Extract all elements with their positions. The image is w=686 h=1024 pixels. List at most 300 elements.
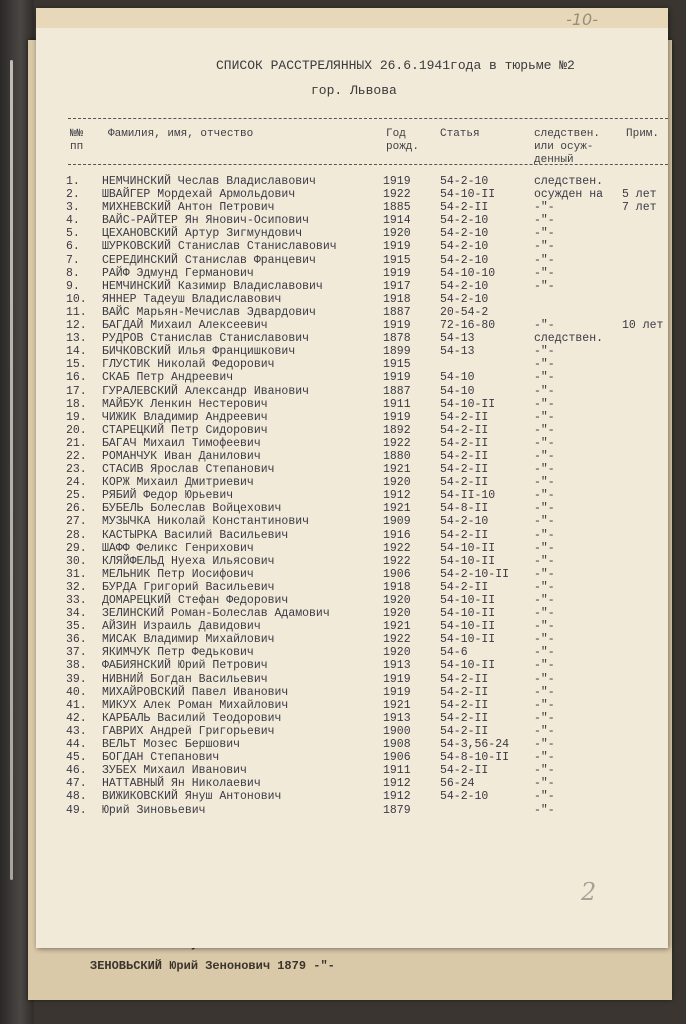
row-article: 54-10-II [440, 188, 496, 202]
row-article: 54-10-II [440, 607, 496, 621]
row-name: ЗЕЛИНСКИЙ Роман-Болеслав Адамович [102, 607, 330, 621]
row-status: -"- [534, 646, 555, 660]
row-status: -"- [534, 607, 555, 621]
row-name: БУРДА Григорий Васильевич [102, 580, 275, 594]
list-row [36, 175, 668, 188]
row-name: МАЙБУК Ленкин Нестерович [102, 397, 268, 411]
row-birth-year: 1921 [383, 620, 411, 634]
row-birth-year: 1911 [383, 764, 411, 778]
row-number: 19. [66, 410, 87, 424]
row-number: 26. [66, 502, 87, 516]
row-number: 32. [66, 580, 87, 594]
row-status: -"- [534, 384, 555, 398]
row-number: 17. [66, 384, 87, 398]
row-article: 54-2-II [440, 724, 489, 738]
list-row [36, 725, 668, 738]
row-number: 1. [66, 175, 80, 188]
row-status: -"- [534, 502, 555, 516]
document-title: СПИСОК РАССТРЕЛЯННЫХ 26.6.1941года в тюрьме №2 [216, 58, 575, 73]
row-birth-year: 1912 [383, 777, 411, 791]
row-status: -"- [534, 436, 555, 450]
row-number: 40. [66, 685, 87, 699]
row-status: -"- [534, 594, 555, 607]
row-birth-year: 1920 [383, 594, 411, 607]
row-number: 42. [66, 711, 87, 725]
row-name: КЛЯЙФЕЛЬД Нуеха Ильясович [102, 554, 275, 568]
list-row [36, 489, 668, 502]
row-birth-year: 1920 [383, 227, 411, 241]
list-row [36, 319, 668, 332]
row-number: 39. [66, 672, 87, 686]
row-number: 31. [66, 567, 87, 581]
list-row [36, 332, 668, 345]
list-row [36, 358, 668, 371]
row-birth-year: 1920 [383, 646, 411, 660]
row-status: -"- [534, 685, 555, 699]
list-row [36, 659, 668, 672]
row-article: 54-2-II [440, 672, 489, 686]
list-row [36, 293, 668, 306]
row-birth-year: 1922 [383, 436, 411, 450]
row-name: МЕЛЬНИК Петр Иосифович [102, 567, 254, 581]
row-status: -"- [534, 266, 555, 280]
row-status: -"- [534, 476, 555, 490]
row-name: ФАБИЯНСКИЙ Юрий Петрович [102, 659, 268, 673]
row-name: НАТТАВНЫЙ Ян Николаевич [102, 777, 261, 791]
list-row [36, 385, 668, 398]
header-note: Прим. [626, 128, 660, 140]
row-number: 25. [66, 489, 87, 503]
row-status: -"- [534, 345, 555, 359]
row-number: 21. [66, 436, 87, 450]
row-birth-year: 1908 [383, 738, 411, 752]
row-number: 10. [66, 292, 87, 306]
row-article: 54-10-II [440, 554, 496, 568]
header-num: №№ пп [70, 128, 84, 153]
row-birth-year: 1906 [383, 567, 411, 581]
header-bottom-rule [68, 164, 668, 165]
row-number: 23. [66, 463, 87, 477]
row-name: АЙЗИН Израиль Давидович [102, 620, 261, 634]
row-status: -"- [534, 253, 555, 267]
row-birth-year: 1900 [383, 724, 411, 738]
row-article: 54-2-10 [440, 292, 489, 306]
list-row [36, 712, 668, 725]
row-status: -"- [534, 240, 555, 254]
row-name: МИСАК Владимир Михайлович [102, 633, 275, 647]
row-number: 24. [66, 476, 87, 490]
row-birth-year: 1885 [383, 201, 411, 215]
list-row [36, 502, 668, 515]
row-birth-year: 1919 [383, 371, 411, 385]
row-status: -"- [534, 423, 555, 437]
list-row [36, 254, 668, 267]
row-number: 12. [66, 319, 87, 333]
row-status: -"- [534, 214, 555, 228]
row-number: 30. [66, 554, 87, 568]
list-row [36, 450, 668, 463]
row-name: ЧИЖИК Владимир Андреевич [102, 410, 268, 424]
row-name: ВАЙС-РАЙТЕР Ян Янович-Осипович [102, 214, 310, 228]
row-name: МУЗЫЧКА Николай Константинович [102, 515, 310, 529]
page-number: -10- [566, 10, 598, 29]
row-number: 44. [66, 738, 87, 752]
row-name: ВЕЛЬТ Мозес Бершович [102, 738, 241, 752]
row-status: следствен. [534, 175, 604, 188]
list-row [36, 280, 668, 293]
row-status: -"- [534, 410, 555, 424]
list-row [36, 764, 668, 777]
row-birth-year: 1911 [383, 397, 411, 411]
row-birth-year: 1916 [383, 528, 411, 542]
row-name: БОГДАН Степанович [102, 751, 220, 765]
row-article: 54-10-10 [440, 266, 496, 280]
row-birth-year: 1922 [383, 633, 411, 647]
row-name: РЯБИЙ Федор Юрьевич [102, 489, 234, 503]
list-row [36, 188, 668, 201]
row-number: 2. [66, 188, 80, 202]
row-article: 54-2-10 [440, 253, 489, 267]
row-status: -"- [534, 515, 555, 529]
row-birth-year: 1917 [383, 279, 411, 293]
list-row [36, 529, 668, 542]
document-subtitle: гор. Львова [311, 83, 397, 98]
row-status: -"- [534, 371, 555, 385]
row-birth-year: 1919 [383, 685, 411, 699]
list-row [36, 306, 668, 319]
row-name: ГАВРИХ Андрей Григорьевич [102, 724, 275, 738]
row-birth-year: 1913 [383, 711, 411, 725]
row-article: 54-3,56-24 [440, 738, 510, 752]
row-birth-year: 1879 [383, 803, 411, 817]
row-name: ШВАЙГЕР Мордехай Армольдович [102, 188, 296, 202]
row-number: 8. [66, 266, 80, 280]
row-name: СТАСИВ Ярослав Степанович [102, 463, 275, 477]
list-row [36, 201, 668, 214]
row-name: МИХАЙРОВСКИЙ Павел Иванович [102, 685, 289, 699]
list-row [36, 646, 668, 659]
row-name: ШУРКОВСКИЙ Станислав Станиславович [102, 240, 337, 254]
list-row [36, 568, 668, 581]
row-name: ЯННЕР Тадеуш Владиславович [102, 292, 282, 306]
row-number: 16. [66, 371, 87, 385]
row-number: 7. [66, 253, 80, 267]
row-birth-year: 1919 [383, 319, 411, 333]
row-name: РАЙФ Эдмунд Германович [102, 266, 254, 280]
row-birth-year: 1913 [383, 659, 411, 673]
row-name: КАРБАЛЬ Василий Теодорович [102, 711, 282, 725]
row-status: -"- [534, 580, 555, 594]
row-number: 33. [66, 594, 87, 607]
row-number: 15. [66, 358, 87, 372]
list-row [36, 515, 668, 528]
prisoner-list [36, 175, 668, 817]
row-birth-year: 1919 [383, 672, 411, 686]
binding-string [10, 60, 13, 880]
row-article: 54-2-10 [440, 279, 489, 293]
row-name: НЕМЧИНСКИЙ Казимир Владиславович [102, 279, 323, 293]
row-name: БИЧКОВСКИЙ Илья Францишкович [102, 345, 296, 359]
row-name: МИКУХ Алек Роман Михайлович [102, 698, 289, 712]
list-row [36, 555, 668, 568]
row-status: -"- [534, 541, 555, 555]
row-birth-year: 1880 [383, 449, 411, 463]
list-row [36, 463, 668, 476]
row-name: РУДРОВ Станислав Станиславович [102, 332, 310, 346]
row-number: 34. [66, 607, 87, 621]
row-number: 46. [66, 764, 87, 778]
header-name: Фамилия, имя, отчество [108, 128, 254, 140]
list-row [36, 777, 668, 790]
row-number: 4. [66, 214, 80, 228]
row-birth-year: 1918 [383, 292, 411, 306]
row-status: -"- [534, 711, 555, 725]
row-status: -"- [534, 672, 555, 686]
row-article: 54-10 [440, 371, 475, 385]
row-number: 36. [66, 633, 87, 647]
row-name: ШАФФ Феликс Генрихович [102, 541, 254, 555]
row-status: -"- [534, 397, 555, 411]
list-row [36, 594, 668, 607]
row-name: БУБЕЛЬ Болеслав Войцехович [102, 502, 282, 516]
row-number: 35. [66, 620, 87, 634]
row-name: БАГДАЙ Михаил Алексеевич [102, 319, 268, 333]
list-row [36, 620, 668, 633]
row-article: 56-24 [440, 777, 475, 791]
row-name: ЯКИМЧУК Петр Федькович [102, 646, 254, 660]
row-birth-year: 1906 [383, 751, 411, 765]
row-article: 54-10-II [440, 594, 496, 607]
row-name: ДОМАРЕЦКИЙ Стефан Федорович [102, 594, 289, 607]
row-birth-year: 1922 [383, 541, 411, 555]
row-article: 54-10-II [440, 541, 496, 555]
row-article: 54-6 [440, 646, 468, 660]
row-status: -"- [534, 319, 555, 333]
row-number: 9. [66, 279, 80, 293]
row-status: -"- [534, 358, 555, 372]
row-status: -"- [534, 790, 555, 804]
row-number: 18. [66, 397, 87, 411]
list-row [36, 607, 668, 620]
row-article: 54-2-10 [440, 790, 489, 804]
row-birth-year: 1921 [383, 463, 411, 477]
handwritten-mark: 2 [581, 878, 597, 906]
list-row [36, 371, 668, 384]
row-status: -"- [534, 724, 555, 738]
list-row [36, 398, 668, 411]
row-status: -"- [534, 659, 555, 673]
row-article: 54-2-II [440, 476, 489, 490]
row-status: -"- [534, 449, 555, 463]
row-number: 38. [66, 659, 87, 673]
row-status: -"- [534, 777, 555, 791]
row-article: 72-16-80 [440, 319, 496, 333]
row-article: 54-2-II [440, 201, 489, 215]
row-number: 14. [66, 345, 87, 359]
row-number: 47. [66, 777, 87, 791]
row-birth-year: 1920 [383, 607, 411, 621]
row-name: СТАРЕЦКИЙ Петр Сидорович [102, 423, 268, 437]
row-status: -"- [534, 633, 555, 647]
row-article: 54-10-II [440, 633, 496, 647]
row-article: 54-2-II [440, 410, 489, 424]
row-birth-year: 1915 [383, 358, 411, 372]
row-number: 29. [66, 541, 87, 555]
row-status: -"- [534, 738, 555, 752]
row-birth-year: 1909 [383, 515, 411, 529]
header-year: Год рожд. [386, 128, 420, 153]
row-number: 37. [66, 646, 87, 660]
row-name: НИВНИЙ Богдан Васильевич [102, 672, 268, 686]
row-article: 54-10-II [440, 397, 496, 411]
row-article: 54-2-10 [440, 214, 489, 228]
row-article: 54-2-II [440, 463, 489, 477]
list-row [36, 437, 668, 450]
row-birth-year: 1919 [383, 240, 411, 254]
row-birth-year: 1922 [383, 554, 411, 568]
row-number: 48. [66, 790, 87, 804]
row-article: 54-2-10 [440, 227, 489, 241]
list-row [36, 267, 668, 280]
header-article: Статья [440, 128, 480, 140]
row-birth-year: 1922 [383, 188, 411, 202]
row-birth-year: 1919 [383, 410, 411, 424]
row-article: 54-10 [440, 384, 475, 398]
row-article: 54-8-10-II [440, 751, 510, 765]
row-number: 22. [66, 449, 87, 463]
row-name: ЦЕХАНОВСКИЙ Артур Зигмундович [102, 227, 303, 241]
row-birth-year: 1912 [383, 489, 411, 503]
row-article: 54-II-10 [440, 489, 496, 503]
list-row [36, 751, 668, 764]
row-article: 54-2-II [440, 711, 489, 725]
row-article: 54-2-II [440, 698, 489, 712]
row-name: ЗУБЕХ Михаил Иванович [102, 764, 247, 778]
row-name: НЕМЧИНСКИЙ Чеслав Владиславович [102, 175, 316, 188]
list-row [36, 240, 668, 253]
row-status: -"- [534, 620, 555, 634]
row-birth-year: 1899 [383, 345, 411, 359]
row-status: -"- [534, 803, 555, 817]
row-name: Юрий Зиновьевич [102, 803, 206, 817]
row-number: 43. [66, 724, 87, 738]
row-name: КАСТЫРКА Василий Васильевич [102, 528, 289, 542]
row-name: СКАБ Петр Андреевич [102, 371, 234, 385]
list-row [36, 699, 668, 712]
row-article: 54-2-II [440, 685, 489, 699]
list-row [36, 345, 668, 358]
row-status: -"- [534, 528, 555, 542]
list-row [36, 411, 668, 424]
row-note: 10 лет [622, 319, 664, 333]
row-article: 54-2-II [440, 449, 489, 463]
row-status: -"- [534, 698, 555, 712]
list-row [36, 790, 668, 803]
row-birth-year: 1919 [383, 175, 411, 188]
row-name: ГЛУСТИК Николай Федорович [102, 358, 275, 372]
row-article: 54-2-II [440, 436, 489, 450]
row-name: МИХНЕВСКИЙ Антон Петрович [102, 201, 275, 215]
row-birth-year: 1892 [383, 423, 411, 437]
row-status: -"- [534, 201, 555, 215]
row-number: 13. [66, 332, 87, 346]
document-page [36, 8, 668, 948]
row-number: 6. [66, 240, 80, 254]
list-row [36, 424, 668, 437]
row-status: -"- [534, 567, 555, 581]
row-number: 27. [66, 515, 87, 529]
list-row [36, 542, 668, 555]
row-status: -"- [534, 227, 555, 241]
row-name: ВАЙС Марьян-Мечислав Эдвардович [102, 305, 316, 319]
row-status: -"- [534, 463, 555, 477]
row-status: -"- [534, 554, 555, 568]
list-row [36, 476, 668, 489]
list-row [36, 581, 668, 594]
row-name: КОРЖ Михаил Дмитриевич [102, 476, 254, 490]
row-name: ВИЖИКОВСКИЙ Януш Антонович [102, 790, 282, 804]
row-birth-year: 1887 [383, 384, 411, 398]
row-name: БАГАЧ Михаил Тимофеевич [102, 436, 261, 450]
row-article: 54-2-10 [440, 175, 489, 188]
row-article: 54-13 [440, 345, 475, 359]
row-birth-year: 1921 [383, 502, 411, 516]
row-article: 54-2-II [440, 528, 489, 542]
row-birth-year: 1920 [383, 476, 411, 490]
row-status: -"- [534, 489, 555, 503]
row-number: 41. [66, 698, 87, 712]
row-number: 49. [66, 803, 87, 817]
row-status: -"- [534, 279, 555, 293]
row-article: 54-10-II [440, 620, 496, 634]
row-birth-year: 1915 [383, 253, 411, 267]
row-status: -"- [534, 764, 555, 778]
row-name: ГУРАЛЕВСКИЙ Александр Иванович [102, 384, 310, 398]
row-number: 3. [66, 201, 80, 215]
row-article: 54-2-10-II [440, 567, 510, 581]
row-article: 54-10-II [440, 659, 496, 673]
row-status: осужден на [534, 188, 604, 202]
row-status: -"- [534, 751, 555, 765]
row-birth-year: 1919 [383, 266, 411, 280]
row-birth-year: 1921 [383, 698, 411, 712]
row-article: 54-8-II [440, 502, 489, 516]
row-article: 20-54-2 [440, 305, 489, 319]
underlying-line-2: ЗЕНОВЬСКИЙ Юрий Зенонович 1879 -"- [90, 959, 335, 973]
row-birth-year: 1914 [383, 214, 411, 228]
row-article: 54-2-10 [440, 515, 489, 529]
list-row [36, 686, 668, 699]
row-article: 54-13 [440, 332, 475, 346]
row-birth-year: 1878 [383, 332, 411, 346]
row-name: РОМАНЧУК Иван Данилович [102, 449, 261, 463]
row-status: следствен. [534, 332, 604, 346]
header-investigation: следствен. или осуж- денный [534, 128, 601, 166]
row-name: СЕРЕДИНСКИЙ Станислав Францевич [102, 253, 316, 267]
row-number: 20. [66, 423, 87, 437]
row-article: 54-2-II [440, 580, 489, 594]
row-number: 5. [66, 227, 80, 241]
row-number: 28. [66, 528, 87, 542]
row-birth-year: 1912 [383, 790, 411, 804]
row-note: 7 лет [622, 201, 657, 215]
list-row [36, 804, 668, 817]
list-row [36, 633, 668, 646]
row-number: 11. [66, 305, 87, 319]
list-row [36, 673, 668, 686]
row-article: 54-2-II [440, 423, 489, 437]
row-number: 45. [66, 751, 87, 765]
